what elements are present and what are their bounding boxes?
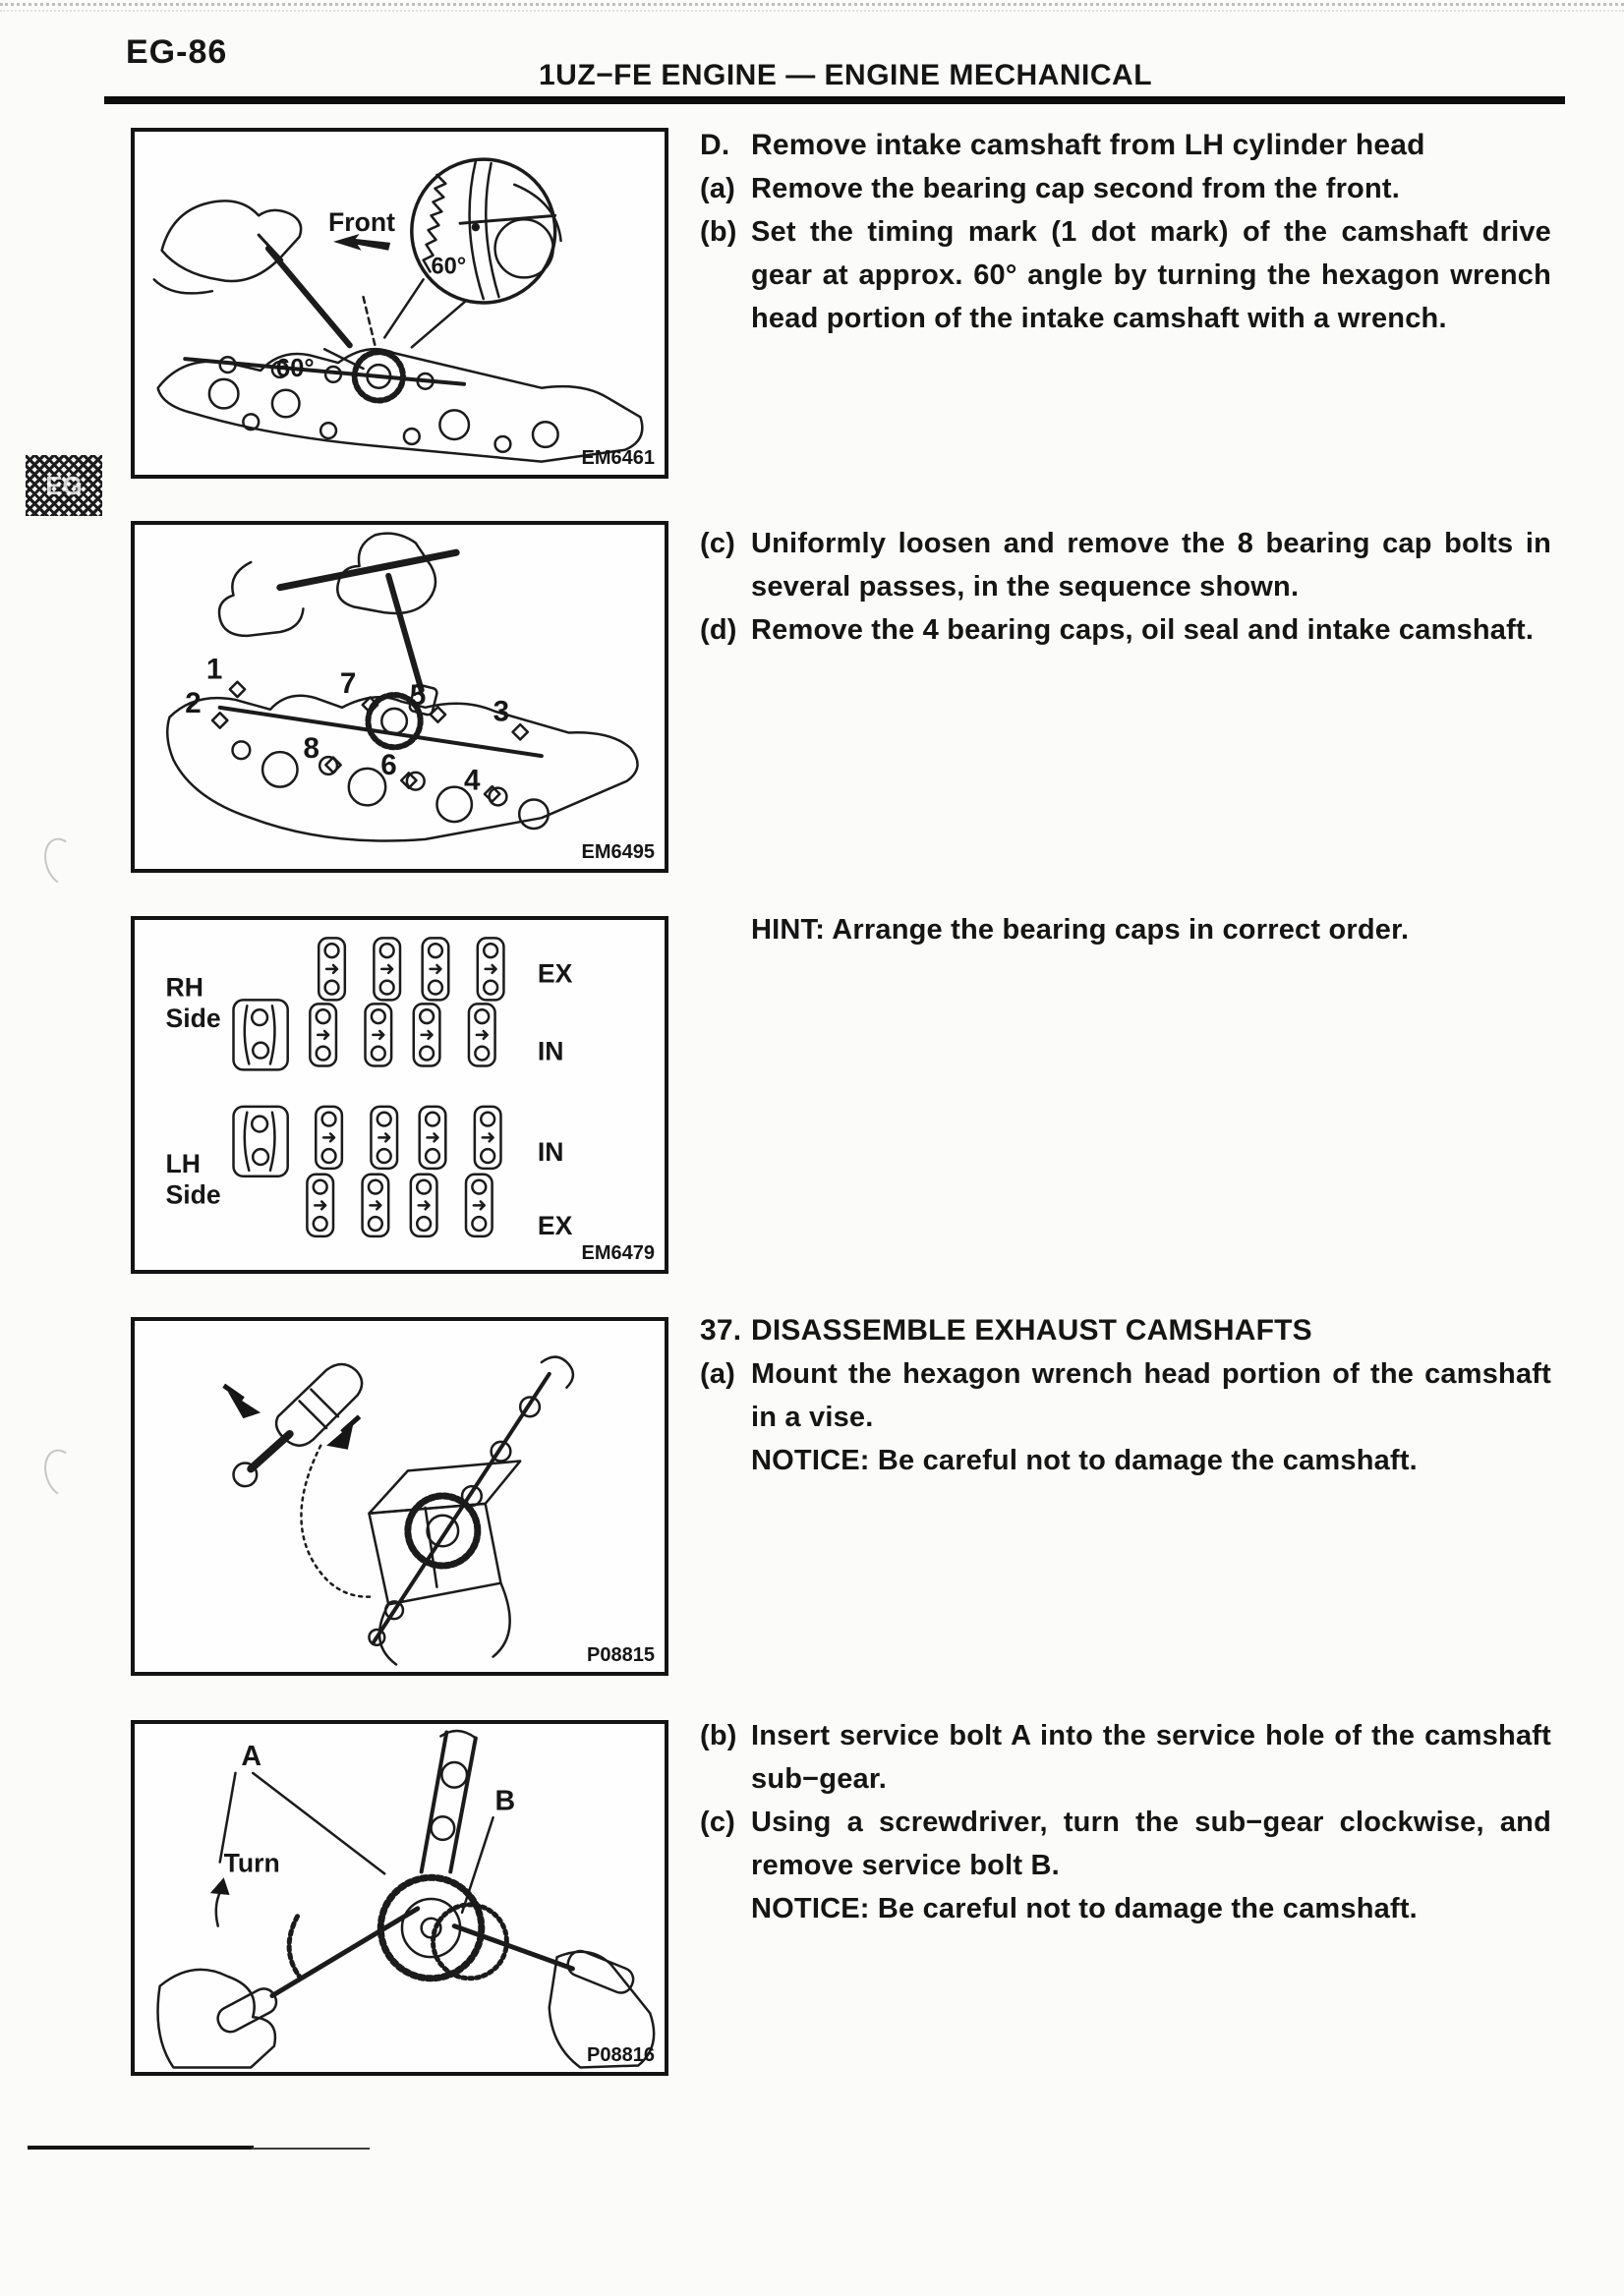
sequence-number-7: 7 bbox=[339, 667, 357, 701]
page-number: EG-86 bbox=[126, 33, 228, 71]
step-c bbox=[700, 1801, 1551, 1887]
steps-c-d-block bbox=[700, 522, 1551, 652]
figure-code: EM6495 bbox=[581, 841, 655, 863]
figure-code: P08815 bbox=[587, 1644, 655, 1666]
camshaft-sketch bbox=[369, 1357, 572, 1645]
figure4-drawing bbox=[135, 1321, 665, 1672]
step-text: Uniformly loosen and remove the 8 bearing cap bolts in several passes, in the sequence shown. bbox=[751, 528, 1551, 603]
page-title: 1UZ−FE ENGINE — ENGINE MECHANICAL bbox=[538, 59, 1153, 91]
row-label-ex-rh: EX bbox=[537, 958, 573, 989]
scan-artifact-arc bbox=[38, 833, 86, 890]
section-tab-eg bbox=[26, 455, 102, 516]
figure-code: EM6479 bbox=[581, 1242, 655, 1264]
sequence-number-4: 4 bbox=[464, 764, 481, 797]
step-label: (c) bbox=[700, 1807, 736, 1838]
scan-artifact-bottom-line bbox=[28, 2146, 254, 2150]
front-label: Front bbox=[328, 207, 396, 238]
section-d-block bbox=[700, 124, 1551, 340]
step-text: Remove the bearing cap second from the front. bbox=[751, 173, 1400, 204]
section-37-block bbox=[700, 1309, 1551, 1482]
step-text: Remove the 4 bearing caps, oil seal and intake camshaft. bbox=[751, 614, 1535, 646]
step-label: (a) bbox=[700, 173, 736, 204]
notice-text: NOTICE: Be careful not to damage the camshaft. bbox=[751, 1893, 1418, 1924]
figure-code: P08816 bbox=[587, 2044, 655, 2066]
figure1-drawing bbox=[135, 132, 665, 475]
rh-side-label-line1: RH bbox=[165, 972, 203, 1003]
service-bolt-b-label: B bbox=[494, 1785, 516, 1817]
lh-caps-sketch bbox=[234, 1107, 501, 1236]
row-label-in-lh: IN bbox=[537, 1137, 564, 1168]
step-b bbox=[700, 1714, 1551, 1801]
step-label: (c) bbox=[700, 528, 736, 559]
section-d-label: D. bbox=[700, 129, 730, 161]
figure-timing-mark-60deg bbox=[131, 128, 668, 479]
camshaft-and-gear-sketch bbox=[380, 1731, 506, 1979]
rh-caps-sketch bbox=[234, 938, 504, 1069]
cylinder-head-sketch bbox=[167, 682, 637, 841]
row-label-in-rh: IN bbox=[537, 1036, 564, 1066]
step-label: (b) bbox=[700, 216, 737, 248]
step-b bbox=[700, 210, 1551, 340]
step-label: (d) bbox=[700, 614, 737, 646]
hint-block bbox=[700, 908, 1551, 951]
steps-b-c-block bbox=[700, 1714, 1551, 1930]
figure-subgear-service-bolts bbox=[131, 1720, 668, 2076]
figure-bolt-loosening-sequence bbox=[131, 521, 668, 873]
scan-artifact-top-dots bbox=[0, 3, 1624, 6]
step-d bbox=[700, 608, 1551, 652]
step-text: Mount the hexagon wrench head portion of the camshaft in a vise. bbox=[751, 1358, 1551, 1433]
sequence-number-8: 8 bbox=[303, 732, 319, 766]
sequence-number-6: 6 bbox=[380, 748, 397, 781]
screwdrivers-and-hands-sketch bbox=[158, 1909, 655, 2068]
step-c bbox=[700, 522, 1551, 608]
magnifier-inset-sketch bbox=[384, 159, 560, 347]
angle-label-head: 60° bbox=[275, 354, 315, 382]
section-37-label: 37. bbox=[700, 1314, 742, 1347]
scan-artifact-bottom-line bbox=[252, 2148, 370, 2150]
rh-side-label-line2: Side bbox=[165, 1004, 221, 1034]
cylinder-head-sketch bbox=[158, 297, 643, 462]
row-label-ex-lh: EX bbox=[537, 1210, 573, 1240]
step-a bbox=[700, 1352, 1551, 1439]
section-tab-label: EG bbox=[45, 470, 83, 500]
turn-label: Turn bbox=[223, 1848, 280, 1878]
section-d-title: Remove intake camshaft from LH cylinder head bbox=[751, 129, 1425, 161]
section-37-title: DISASSEMBLE EXHAUST CAMSHAFTS bbox=[751, 1314, 1312, 1347]
figure2-drawing bbox=[135, 525, 665, 869]
hand-and-wrench-sketch bbox=[154, 201, 350, 345]
sequence-number-1: 1 bbox=[205, 653, 223, 686]
notice-text: NOTICE: Be careful not to damage the camshaft. bbox=[751, 1445, 1418, 1476]
scan-artifact-top-dots-2 bbox=[0, 10, 1624, 12]
section-37-heading bbox=[700, 1309, 1551, 1352]
direction-arrows-sketch bbox=[224, 1386, 360, 1450]
lh-side-label-line2: Side bbox=[165, 1179, 221, 1210]
step-text: Using a screwdriver, turn the sub−gear clockwise, and remove service bolt B. bbox=[751, 1807, 1551, 1881]
figure-camshaft-in-vise bbox=[131, 1317, 668, 1676]
angle-label-inset: 60° bbox=[431, 254, 467, 280]
figure5-drawing bbox=[135, 1724, 665, 2072]
sequence-number-2: 2 bbox=[185, 686, 202, 719]
turn-arrowhead-icon bbox=[210, 1877, 230, 1895]
header-rule bbox=[104, 96, 1565, 104]
strap-sketch bbox=[301, 1446, 373, 1597]
figure3-drawing bbox=[135, 920, 665, 1270]
figure-bearing-cap-arrangement bbox=[131, 916, 668, 1274]
step-a bbox=[700, 167, 1551, 210]
step-text: Set the timing mark (1 dot mark) of the camshaft drive gear at approx. 60° angle by turning the hexagon wrench head portion of the intake camshaft with a wrench. bbox=[751, 216, 1551, 334]
step-text: Insert service bolt A into the service hole of the camshaft sub−gear. bbox=[751, 1720, 1551, 1795]
step-label: (b) bbox=[700, 1720, 737, 1751]
section-d-heading bbox=[700, 124, 1551, 167]
sequence-number-3: 3 bbox=[493, 695, 510, 728]
hint-text: HINT: Arrange the bearing caps in correct order. bbox=[751, 914, 1410, 946]
scan-artifact-arc bbox=[38, 1445, 86, 1502]
step-label: (a) bbox=[700, 1358, 736, 1390]
vise-handle-sketch bbox=[234, 1364, 363, 1486]
figure-code: EM6461 bbox=[581, 447, 655, 469]
service-bolt-a-label: A bbox=[241, 1741, 262, 1773]
lh-side-label-line1: LH bbox=[165, 1148, 201, 1178]
sequence-number-5: 5 bbox=[409, 678, 427, 712]
